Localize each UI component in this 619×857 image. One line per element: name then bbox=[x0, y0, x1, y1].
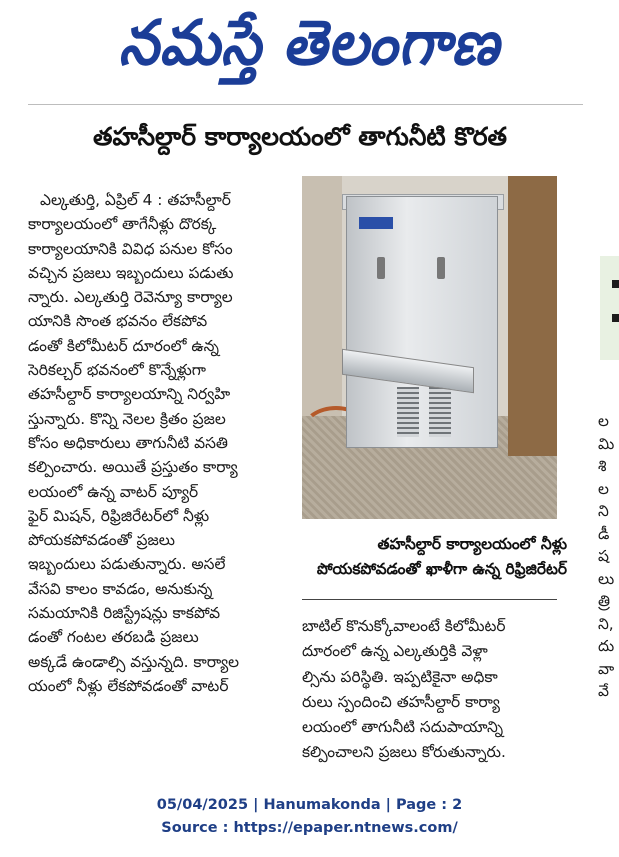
adjacent-line: దు bbox=[598, 637, 615, 655]
body-line: వచ్చిన ప్రజలు ఇబ్బందులు పడుతు bbox=[28, 263, 234, 282]
article-headline: తహసీల్దార్ కార్యాలయంలో తాగునీటి కొరత bbox=[93, 122, 507, 151]
adjacent-line: మి bbox=[598, 434, 615, 453]
newspaper-title: నమస్తే తెలంగాణ bbox=[118, 6, 501, 79]
page-footer bbox=[0, 794, 619, 840]
body-line: కల్పించాలని ప్రజలు కోరుతున్నారు. bbox=[302, 743, 506, 762]
body-line: కోసం అధికారులు తాగునీటి వసతి bbox=[28, 433, 228, 452]
body-line: యంలో నీళ్లు లేకపోవడంతో వాటర్ bbox=[28, 676, 229, 695]
body-line: దూరంలో ఉన్న ఎల్కతుర్తికి వెళ్లా bbox=[302, 642, 488, 661]
article-photo-water-cooler bbox=[302, 176, 557, 519]
cooler-tap bbox=[377, 257, 385, 279]
body-line: న్నారు. ఎల్కతుర్తి రెవెన్యూ కార్యాల bbox=[28, 288, 233, 307]
source-link[interactable]: Source : https://epaper.ntnews.com/ bbox=[161, 820, 458, 836]
body-line: ల్సిను పరిస్థితి. ఇప్పటికైనా అధికా bbox=[302, 667, 498, 686]
photo-left-wall bbox=[302, 176, 342, 416]
body-line: సమయానికి రిజిస్ట్రేషన్లు కాకపోవ bbox=[28, 604, 221, 623]
body-line: ఫైర్ మిషన్, రిఫ్రిజిరేటర్‌లో నీళ్లు bbox=[28, 506, 210, 525]
adjacent-line: డీ bbox=[598, 524, 610, 543]
article-body-right-column bbox=[302, 614, 564, 766]
body-line: లయంలో ఉన్న వాటర్ ప్యూర్ bbox=[28, 482, 199, 501]
cooler-vent bbox=[397, 387, 419, 437]
caption-divider bbox=[302, 599, 557, 600]
adjacent-article-box bbox=[600, 256, 619, 360]
body-line: డంతో గంటల తరబడి ప్రజలు bbox=[28, 628, 199, 647]
caption-line: తహసీల్దార్ కార్యాలయంలో నీళ్లు bbox=[377, 535, 567, 553]
caption-line: పోయకపోవడంతో ఖాళీగా ఉన్న రిఫ్రిజిరేటర్ bbox=[316, 560, 567, 578]
body-line: యానికి సొంత భవనం లేకపోవ bbox=[28, 312, 208, 331]
adjacent-line: లు bbox=[598, 569, 615, 588]
body-line: కార్యాలయానికి వివిధ పనుల కోసం bbox=[28, 239, 233, 258]
cooler-brand-label bbox=[359, 217, 393, 229]
bullet-mark bbox=[612, 280, 619, 288]
body-line: సెరికల్చర్ భవనంలో కొన్నేళ్లుగా bbox=[28, 361, 206, 380]
adjacent-line: ని bbox=[598, 502, 609, 520]
bullet-mark bbox=[612, 314, 619, 322]
body-line: స్తున్నారు. కొన్ని నెలల క్రితం ప్రజల bbox=[28, 409, 226, 428]
cooler-tap bbox=[437, 257, 445, 279]
adjacent-line: త్రి bbox=[598, 592, 611, 610]
body-line: కల్పించారు. అయితే ప్రస్తుతం కార్యా bbox=[28, 458, 238, 477]
masthead bbox=[0, 0, 619, 100]
body-line: బాటిల్ కొనుక్కోవాలంటే కిలోమీటర్ bbox=[302, 617, 506, 635]
adjacent-line: ల bbox=[598, 479, 609, 498]
body-line: ఎల్కతుర్తి, ఏప్రిల్ 4 : తహసీల్దార్ bbox=[40, 191, 231, 209]
photo-door bbox=[508, 176, 557, 456]
cooler-vent bbox=[429, 387, 451, 437]
body-line: డంతో కిలోమీటర్ దూరంలో ఉన్న bbox=[28, 336, 220, 355]
adjacent-line: వే bbox=[598, 682, 609, 700]
body-line: తహసీల్దార్ కార్యాలయాన్ని నిర్వహి bbox=[28, 385, 231, 404]
body-line: కార్యాలయంలో తాగేనీళ్లు దొరక్క bbox=[28, 215, 217, 234]
edition-info: 05/04/2025 | Hanumakonda | Page : 2 bbox=[156, 797, 463, 813]
body-line: వేసవి కాలం కావడం, అనుకున్న bbox=[28, 579, 213, 598]
adjacent-line: ష bbox=[598, 547, 609, 565]
body-line: పోయకపోవడంతో ప్రజలు bbox=[28, 531, 175, 550]
body-line: ఇబ్బందులు పడుతున్నారు. అసలే bbox=[28, 555, 226, 574]
body-line: రులు స్పందించి తహసీల్దార్ కార్యా bbox=[302, 692, 500, 711]
body-line: అక్కడే ఉండాల్సి వస్తున్నది. కార్యాల bbox=[28, 652, 240, 671]
adjacent-line: వా bbox=[598, 659, 615, 678]
body-line: లయంలో తాగునీటి సదుపాయాన్ని bbox=[302, 718, 504, 737]
adjacent-line: శి bbox=[598, 457, 607, 475]
article-body-left-column bbox=[28, 188, 292, 698]
masthead-divider bbox=[28, 104, 583, 105]
water-cooler bbox=[346, 196, 498, 448]
photo-caption bbox=[232, 532, 567, 582]
adjacent-line: ని, bbox=[598, 614, 614, 633]
adjacent-article-column bbox=[598, 410, 619, 703]
adjacent-line: ల bbox=[598, 412, 609, 430]
